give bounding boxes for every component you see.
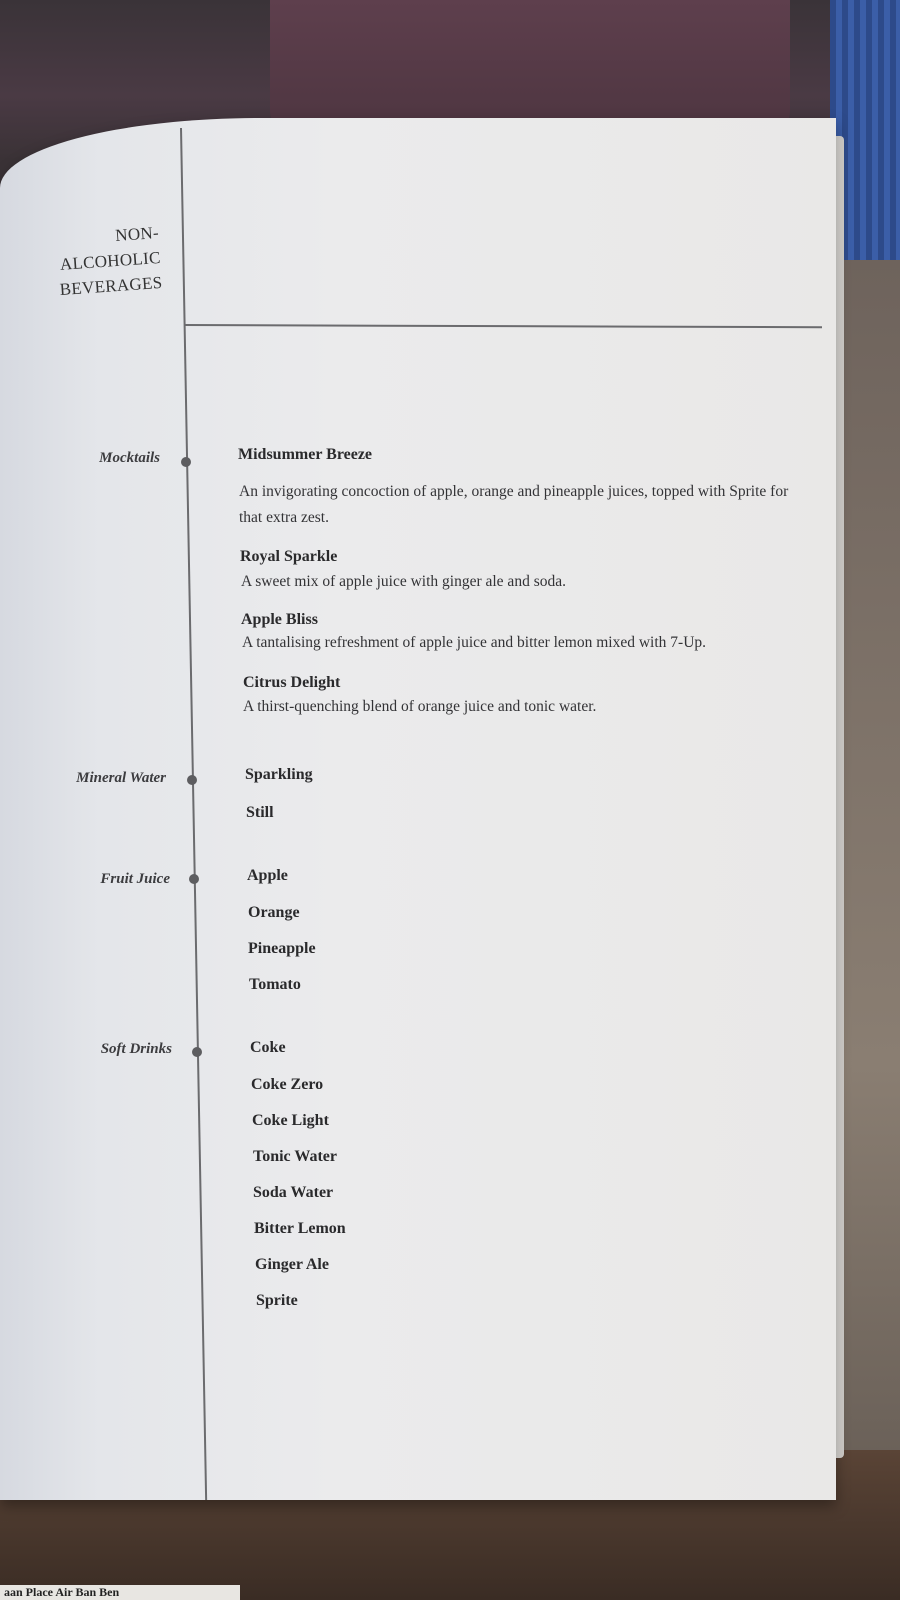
mocktail-description: An invigorating concoction of apple, orange and pineapple juices, topped with Sprite for that extra zest. bbox=[239, 483, 789, 526]
list-item: Bitter Lemon bbox=[254, 1220, 346, 1237]
list-item: Coke Zero bbox=[251, 1076, 324, 1093]
list-item: Tonic Water bbox=[253, 1148, 338, 1165]
mocktail-description: A tantalising refreshment of apple juice and bitter lemon mixed with 7-Up. bbox=[242, 634, 707, 651]
list-item: Sprite bbox=[256, 1292, 298, 1309]
section-marker-mocktails bbox=[181, 457, 191, 467]
background-printed-strip: aan Place Air Ban Ben bbox=[0, 1585, 240, 1600]
page-title-text: NON- ALCOHOLIC BEVERAGES bbox=[59, 222, 164, 299]
list-item: Pineapple bbox=[248, 940, 316, 957]
mocktail-name: Royal Sparkle bbox=[240, 548, 338, 565]
mocktail-name: Citrus Delight bbox=[243, 674, 341, 691]
section-label-soft-drinks: Soft Drinks bbox=[100, 1041, 172, 1057]
mocktail-name: Midsummer Breeze bbox=[238, 446, 373, 463]
mocktail-name: Apple Bliss bbox=[241, 611, 318, 628]
list-item: Soda Water bbox=[253, 1184, 334, 1201]
mocktail-description: A sweet mix of apple juice with ginger ale and soda. bbox=[241, 573, 566, 590]
page-title bbox=[40, 220, 163, 303]
list-item: Apple bbox=[247, 867, 288, 884]
section-marker-mineral-water bbox=[187, 775, 197, 785]
section-marker-fruit-juice bbox=[189, 874, 199, 884]
list-item: Coke bbox=[250, 1039, 286, 1056]
background-right bbox=[840, 260, 900, 1600]
list-item: Orange bbox=[248, 904, 300, 921]
section-label-mineral-water: Mineral Water bbox=[76, 770, 166, 786]
list-item: Tomato bbox=[249, 976, 301, 993]
section-label-mocktails: Mocktails bbox=[99, 450, 160, 466]
list-item: Ginger Ale bbox=[255, 1256, 329, 1273]
mocktail-description: A thirst-quenching blend of orange juice and tonic water. bbox=[243, 698, 597, 715]
list-item: Still bbox=[246, 804, 274, 821]
section-marker-soft-drinks bbox=[192, 1047, 202, 1057]
section-label-fruit-juice: Fruit Juice bbox=[100, 871, 170, 887]
list-item: Sparkling bbox=[245, 766, 313, 783]
list-item: Coke Light bbox=[252, 1112, 329, 1129]
